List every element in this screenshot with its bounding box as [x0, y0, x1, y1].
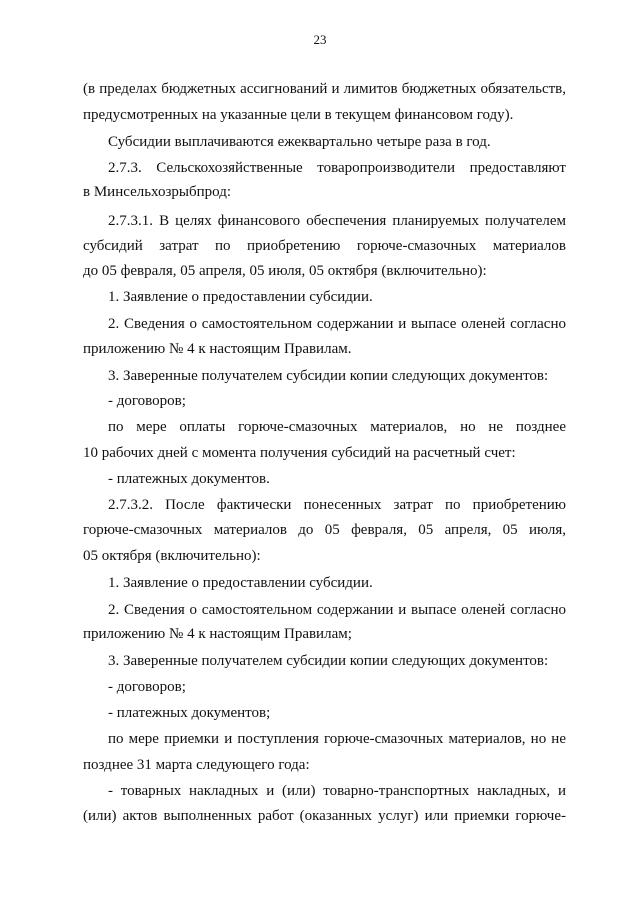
text-line: 10 рабочих дней с момента получения субсидий на расчетный счет:: [83, 445, 516, 461]
text-line: по мере оплаты горюче-смазочных материалов, но не позднее: [108, 419, 566, 435]
page-number: 23: [313, 32, 327, 47]
text-line: (в пределах бюджетных ассигнований и лимитов бюджетных обязательств,: [83, 81, 566, 97]
text-line: Субсидии выплачиваются ежеквартально четыре раза в год.: [108, 134, 491, 150]
text-line: 1. Заявление о предоставлении субсидии.: [108, 289, 373, 305]
text-line: предусмотренных на указанные цели в текущем финансовом году).: [83, 107, 514, 123]
text-line: до 05 февраля, 05 апреля, 05 июля, 05 октября (включительно):: [83, 263, 487, 279]
text-line: 3. Заверенные получателем субсидии копии следующих документов:: [108, 653, 549, 669]
text-line: 2.7.3. Сельскохозяйственные товаропроизводители предоставляют: [108, 160, 566, 176]
text-line: 3. Заверенные получателем субсидии копии следующих документов:: [108, 368, 549, 384]
text-line: - договоров;: [108, 679, 186, 695]
text-line: позднее 31 марта следующего года:: [83, 757, 310, 773]
text-line: по мере приемки и поступления горюче-смазочных материалов, но не: [108, 731, 566, 747]
text-line: - договоров;: [108, 393, 186, 409]
text-line: 2. Сведения о самостоятельном содержании и выпасе оленей согласно: [108, 316, 566, 332]
text-line: в Минсельхозрыбпрод:: [83, 184, 232, 200]
text-line: 2.7.3.1. В целях финансового обеспечения планируемых получателем: [108, 213, 566, 229]
text-line: приложению № 4 к настоящим Правилам;: [83, 626, 352, 642]
text-line: 05 октября (включительно):: [83, 548, 261, 564]
text-line: горюче-смазочных материалов до 05 февраля, 05 апреля, 05 июля,: [83, 522, 566, 538]
text-line: приложению № 4 к настоящим Правилам.: [83, 341, 352, 357]
text-line: 2. Сведения о самостоятельном содержании и выпасе оленей согласно: [108, 602, 566, 618]
text-line: - платежных документов.: [108, 471, 270, 487]
text-line: - платежных документов;: [108, 705, 271, 721]
text-line: - товарных накладных и (или) товарно-транспортных накладных, и: [108, 783, 566, 799]
text-line: (или) актов выполненных работ (оказанных услуг) или приемки горюче-: [83, 808, 566, 824]
text-line: субсидий затрат по приобретению горюче-смазочных материалов: [83, 238, 566, 254]
text-line: 2.7.3.2. После фактически понесенных затрат по приобретению: [108, 497, 566, 513]
text-line: 1. Заявление о предоставлении субсидии.: [108, 575, 373, 591]
